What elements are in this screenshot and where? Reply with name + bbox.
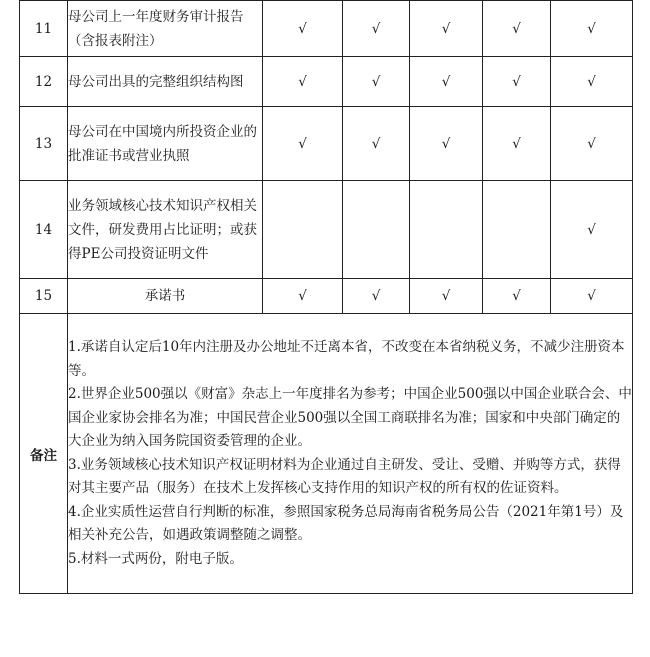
notes-row bbox=[20, 314, 633, 594]
table-row-13 bbox=[20, 107, 633, 181]
note-item: 1.承诺自认定后10年内注册及办公地址不迁离本省，不改变在本省纳税义务，不减少注册资本等。 bbox=[68, 339, 625, 379]
check-mark: √ bbox=[410, 107, 483, 181]
check-mark: √ bbox=[483, 57, 551, 107]
row-item: 母公司上一年度财务审计报告（含报表附注） bbox=[68, 1, 263, 57]
note-item: 4.企业实质性运营自行判断的标准，参照国家税务总局海南省税务局公告（2021年第1号）及相关补充公告，如遇政策调整随之调整。 bbox=[68, 503, 624, 543]
row-item: 业务领域核心技术知识产权相关文件，研发费用占比证明；或获得PE公司投资证明文件 bbox=[68, 181, 263, 279]
row-item: 母公司在中国境内所投资企业的批准证书或营业执照 bbox=[68, 107, 263, 181]
check-mark: √ bbox=[551, 181, 633, 279]
check-mark bbox=[483, 181, 551, 279]
row-item: 母公司出具的完整组织结构图 bbox=[68, 57, 263, 107]
check-mark: √ bbox=[263, 57, 343, 107]
check-mark bbox=[410, 181, 483, 279]
check-mark: √ bbox=[551, 1, 633, 57]
check-mark: √ bbox=[551, 107, 633, 181]
check-mark: √ bbox=[410, 57, 483, 107]
check-mark: √ bbox=[343, 57, 410, 107]
check-mark: √ bbox=[343, 107, 410, 181]
check-mark: √ bbox=[263, 279, 343, 314]
check-mark: √ bbox=[410, 279, 483, 314]
check-mark: √ bbox=[410, 1, 483, 57]
row-number: 13 bbox=[20, 107, 68, 181]
check-mark: √ bbox=[263, 1, 343, 57]
check-mark: √ bbox=[343, 1, 410, 57]
check-mark: √ bbox=[343, 279, 410, 314]
note-item: 5.材料一式两份，附电子版。 bbox=[68, 550, 243, 567]
check-mark: √ bbox=[483, 279, 551, 314]
check-mark bbox=[343, 181, 410, 279]
table-row-11 bbox=[20, 1, 633, 57]
check-mark: √ bbox=[551, 279, 633, 314]
row-number: 14 bbox=[20, 181, 68, 279]
materials-table bbox=[19, 0, 633, 594]
notes-content bbox=[68, 314, 633, 594]
table-row-14 bbox=[20, 181, 633, 279]
notes-label: 备注 bbox=[20, 314, 68, 594]
check-mark bbox=[263, 181, 343, 279]
table-row-15 bbox=[20, 279, 633, 314]
row-number: 12 bbox=[20, 57, 68, 107]
check-mark: √ bbox=[483, 107, 551, 181]
check-mark: √ bbox=[551, 57, 633, 107]
row-number: 15 bbox=[20, 279, 68, 314]
row-item: 承诺书 bbox=[68, 279, 263, 314]
table-row-12 bbox=[20, 57, 633, 107]
note-item: 3.业务领域核心技术知识产权证明材料为企业通过自主研发、受让、受赠、并购等方式，获得对其主要产品（服务）在技术上发挥核心支持作用的知识产权的所有权的佐证资料。 bbox=[68, 456, 621, 496]
row-number: 11 bbox=[20, 1, 68, 57]
note-item: 2.世界企业500强以《财富》杂志上一年度排名为参考；中国企业500强以中国企业联合会、中国企业家协会排名为准；中国民营企业500强以全国工商联排名为准；国家和中央部门确定的大企业为纳入国务院国资委管理的企业。 bbox=[68, 386, 632, 449]
check-mark: √ bbox=[263, 107, 343, 181]
check-mark: √ bbox=[483, 1, 551, 57]
